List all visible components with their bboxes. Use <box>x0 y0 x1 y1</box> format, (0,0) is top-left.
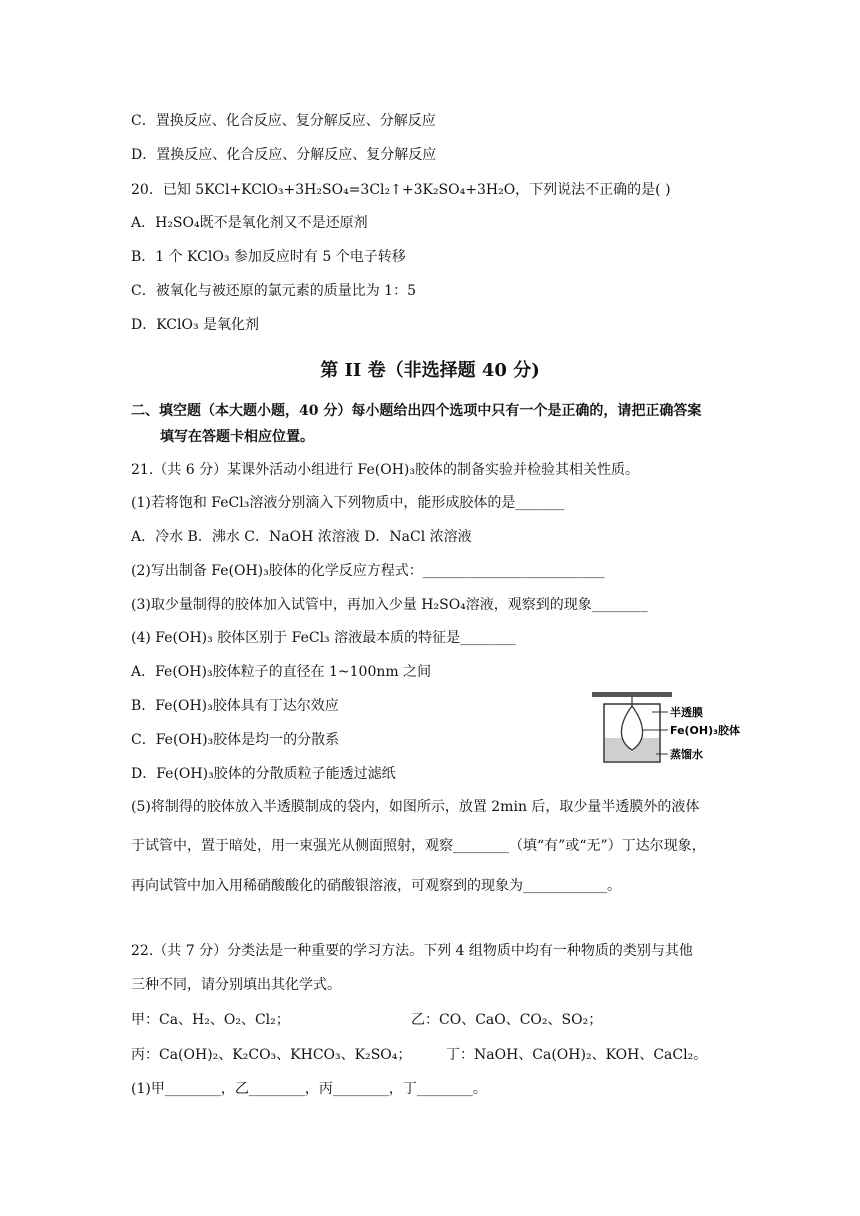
q21-part-1-options: A．冷水 B．沸水 C．NaOH 浓溶液 D．NaCl 浓溶液 <box>131 529 472 545</box>
prev-option-c: C．置换反应、化合反应、复分解反应、分解反应 <box>131 113 436 129</box>
section-instruction-1: 二、填空题（本大题小题，40 分）每小题给出四个选项中只有一个是正确的，请把正确答案 <box>131 403 702 419</box>
q21-part-5-line-2: 于试管中，置于暗处，用一束强光从侧面照射，观察________（填“有”或“无”）丁达尔现象， <box>131 838 706 854</box>
q21-part-5-line-1: (5)将制得的胶体放入半透膜制成的袋内，如图所示，放置 2min 后，取少量半透膜外的液体 <box>131 799 700 815</box>
prev-option-d: D．置换反应、化合反应、分解反应、复分解反应 <box>131 147 437 163</box>
q21-part-1: (1)若将饱和 FeCl₃溶液分别滴入下列物质中，能形成胶体的是_______ <box>131 495 565 511</box>
q21-stem: 21.（共 6 分）某课外活动小组进行 Fe(OH)₃胶体的制备实验并检验其相关性质。 <box>131 462 639 478</box>
q22-stem-2: 三种不同，请分别填出其化学式。 <box>131 977 341 993</box>
q21-option-a: A．Fe(OH)₃胶体粒子的直径在 1~100nm 之间 <box>131 664 432 680</box>
q20-option-a: A．H₂SO₄既不是氧化剂又不是还原剂 <box>131 215 368 231</box>
q22-group-yi: 乙：CO、CaO、CO₂、SO₂； <box>411 1012 603 1028</box>
q20-option-b: B．1 个 KClO₃ 参加反应时有 5 个电子转移 <box>131 249 406 265</box>
section-instruction-2: 填写在答题卡相应位置。 <box>160 429 314 445</box>
dialysis-figure <box>590 690 750 770</box>
q22-part-1: (1)甲________，乙________，丙________，丁________。 <box>131 1081 487 1097</box>
q20-option-d: D．KClO₃ 是氧化剂 <box>131 317 260 333</box>
q21-option-b: B．Fe(OH)₃胶体具有丁达尔效应 <box>131 698 339 714</box>
q21-part-3: (3)取少量制得的胶体加入试管中，再加入少量 H₂SO₄溶液，观察到的现象________ <box>131 597 648 613</box>
q21-part-2: (2)写出制备 Fe(OH)₃胶体的化学反应方程式：__________________________ <box>131 563 605 579</box>
figure-label-colloid: Fe(OH)₃胶体 <box>670 724 740 737</box>
q21-part-5-line-3: 再向试管中加入用稀硝酸酸化的硝酸银溶液，可观察到的现象为____________。 <box>131 878 621 894</box>
q20-stem: 20．已知 5KCl+KClO₃+3H₂SO₄=3Cl₂↑+3K₂SO₄+3H₂O，下列说法不正确的是( ) <box>131 182 671 198</box>
q22-group-jia: 甲：Ca、H₂、O₂、Cl₂； <box>131 1012 290 1028</box>
section-title: 第 II 卷（非选择题 40 分) <box>320 360 540 381</box>
q22-group-bing: 丙：Ca(OH)₂、K₂CO₃、KHCO₃、K₂SO₄； <box>131 1047 412 1063</box>
figure-label-water: 蒸馏水 <box>670 748 703 761</box>
figure-label-membrane: 半透膜 <box>670 706 703 719</box>
q20-option-c: C．被氧化与被还原的氯元素的质量比为 1：5 <box>131 283 416 299</box>
q21-part-4: (4) Fe(OH)₃ 胶体区别于 FeCl₃ 溶液最本质的特征是________ <box>131 630 517 646</box>
q21-option-d: D．Fe(OH)₃胶体的分散质粒子能透过滤纸 <box>131 766 396 782</box>
q21-option-c: C．Fe(OH)₃胶体是均一的分散系 <box>131 732 340 748</box>
q22-stem-1: 22.（共 7 分）分类法是一种重要的学习方法。下列 4 组物质中均有一种物质的类别与其他 <box>131 943 693 959</box>
q22-group-ding: 丁：NaOH、Ca(OH)₂、KOH、CaCl₂。 <box>446 1047 708 1063</box>
